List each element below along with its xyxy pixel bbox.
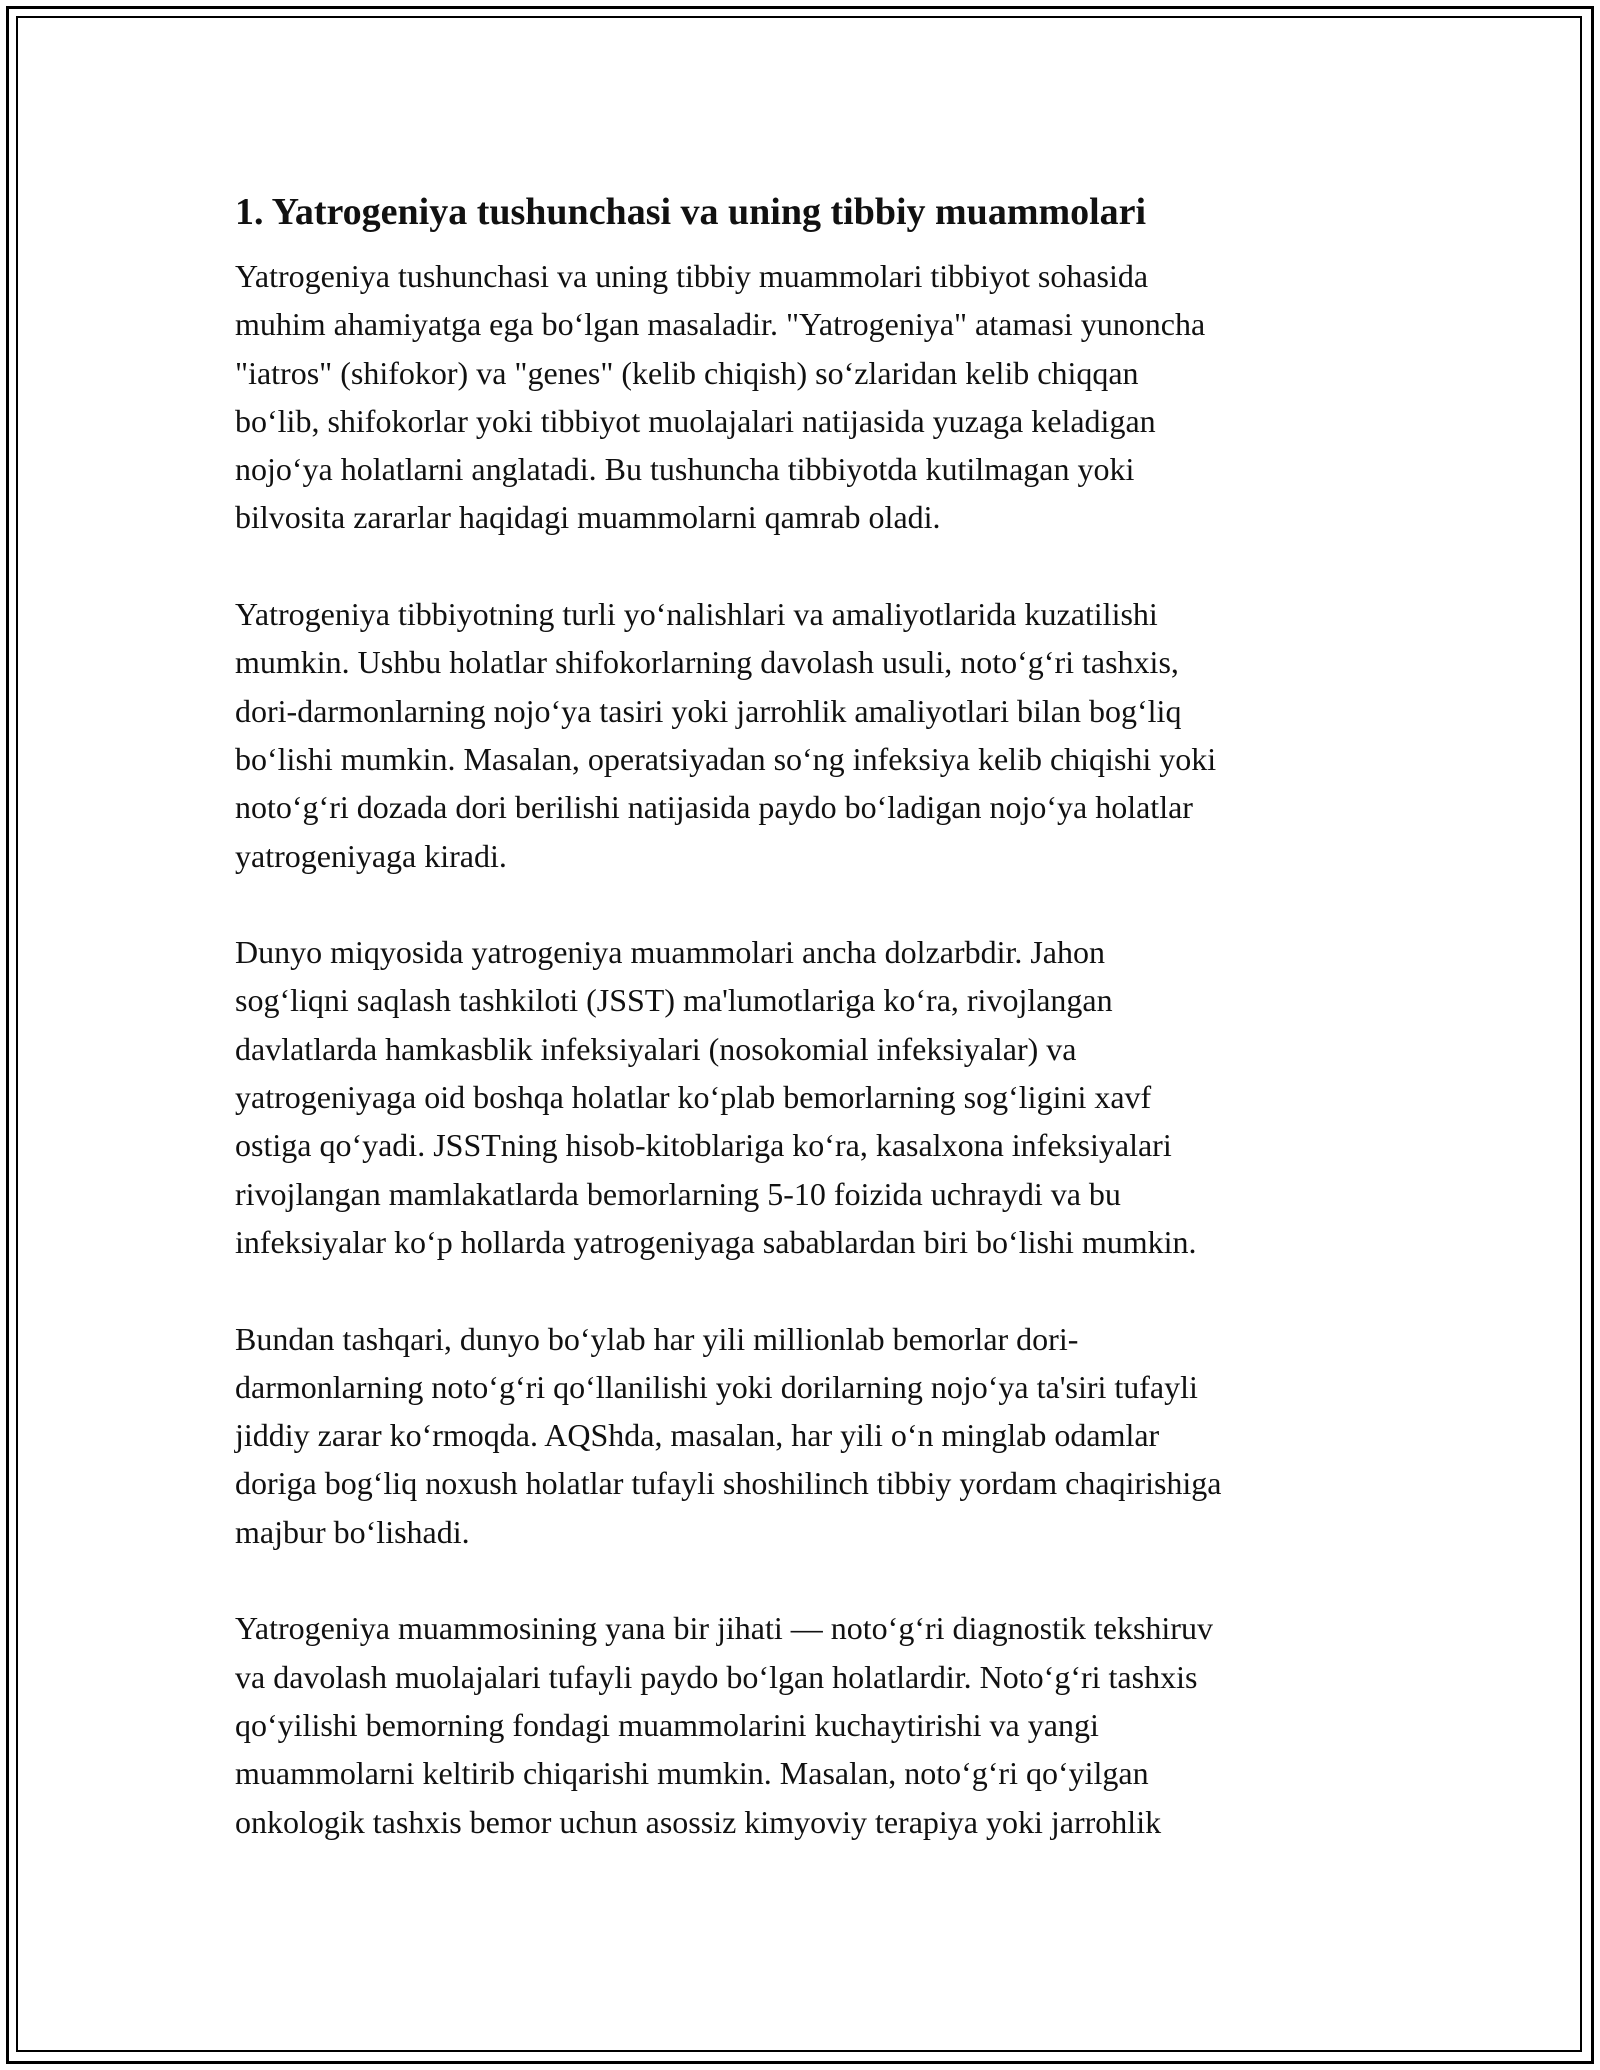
text-line: Bundan tashqari, dunyo bo‘ylab har yili millionlab bemorlar dori- bbox=[235, 1320, 1079, 1357]
paragraph-5 bbox=[235, 1604, 1370, 1845]
text-line: infeksiyalar ko‘p hollarda yatrogeniyaga sabablardan biri bo‘lishi mumkin. bbox=[235, 1223, 1197, 1260]
text-line: rivojlangan mamlakatlarda bemorlarning 5-10 foizida uchraydi va bu bbox=[235, 1175, 1121, 1212]
text-line: muammolarni keltirib chiqarishi mumkin. Masalan, noto‘g‘ri qo‘yilgan bbox=[235, 1755, 1149, 1792]
text-line: sog‘liqni saqlash tashkiloti (JSST) ma'lumotlariga ko‘ra, rivojlangan bbox=[235, 982, 1113, 1019]
text-line: nojo‘ya holatlarni anglatadi. Bu tushuncha tibbiyotda kutilmagan yoki bbox=[235, 451, 1135, 488]
text-line: yatrogeniyaga kiradi. bbox=[235, 837, 507, 874]
document-body bbox=[235, 186, 1370, 1894]
text-line: majbur bo‘lishadi. bbox=[235, 1513, 470, 1550]
text-line: bo‘lishi mumkin. Masalan, operatsiyadan so‘ng infeksiya kelib chiqishi yoki bbox=[235, 740, 1217, 777]
text-line: Yatrogeniya tibbiyotning turli yo‘nalishlari va amaliyotlarida kuzatilishi bbox=[235, 596, 1158, 633]
text-line: doriga bog‘liq noxush holatlar tufayli shoshilinch tibbiy yordam chaqirishiga bbox=[235, 1465, 1222, 1502]
text-line: bilvosita zararlar haqidagi muammolarni qamrab oladi. bbox=[235, 499, 941, 536]
paragraph-3 bbox=[235, 928, 1370, 1266]
text-line: davlatlarda hamkasblik infeksiyalari (nosokomial infeksiyalar) va bbox=[235, 1030, 1077, 1067]
text-line: noto‘g‘ri dozada dori berilishi natijasida paydo bo‘ladigan nojo‘ya holatlar bbox=[235, 789, 1193, 826]
paragraph-1 bbox=[235, 252, 1370, 542]
text-line: darmonlarning noto‘g‘ri qo‘llanilishi yoki dorilarning nojo‘ya ta'siri tufayli bbox=[235, 1368, 1198, 1405]
text-line: yatrogeniyaga oid boshqa holatlar ko‘plab bemorlarning sog‘ligini xavf bbox=[235, 1079, 1152, 1116]
text-line: "iatros" (shifokor) va "genes" (kelib chiqish) so‘zlaridan kelib chiqqan bbox=[235, 354, 1139, 391]
text-line: muhim ahamiyatga ega bo‘lgan masaladir. "Yatrogeniya" atamasi yunoncha bbox=[235, 306, 1206, 343]
text-line: Dunyo miqyosida yatrogeniya muammolari ancha dolzarbdir. Jahon bbox=[235, 934, 1105, 971]
text-line: onkologik tashxis bemor uchun asossiz kimyoviy terapiya yoki jarrohlik bbox=[235, 1803, 1162, 1840]
paragraph-2 bbox=[235, 590, 1370, 880]
text-line: Yatrogeniya tushunchasi va uning tibbiy muammolari tibbiyot sohasida bbox=[235, 258, 1149, 294]
section-heading: 1. Yatrogeniya tushunchasi va uning tibbiy muammolari bbox=[235, 191, 1147, 233]
text-line: ostiga qo‘yadi. JSSTning hisob-kitoblariga ko‘ra, kasalxona infeksiyalari bbox=[235, 1127, 1172, 1164]
text-line: dori-darmonlarning nojo‘ya tasiri yoki jarrohlik amaliyotlari bilan bog‘liq bbox=[235, 692, 1182, 729]
text-line: mumkin. Ushbu holatlar shifokorlarning davolash usuli, noto‘g‘ri tashxis, bbox=[235, 644, 1179, 681]
text-line: qo‘yilishi bemorning fondagi muammolarini kuchaytirishi va yangi bbox=[235, 1706, 1099, 1743]
paragraph-4 bbox=[235, 1315, 1370, 1556]
text-line: bo‘lib, shifokorlar yoki tibbiyot muolajalari natijasida yuzaga keladigan bbox=[235, 402, 1156, 439]
text-line: va davolash muolajalari tufayli paydo bo‘lgan holatlardir. Noto‘g‘ri tashxis bbox=[235, 1658, 1198, 1695]
text-line: jiddiy zarar ko‘rmoqda. AQShda, masalan, har yili o‘n minglab odamlar bbox=[235, 1417, 1160, 1454]
text-line: Yatrogeniya muammosining yana bir jihati — noto‘g‘ri diagnostik tekshiruv bbox=[235, 1610, 1213, 1647]
